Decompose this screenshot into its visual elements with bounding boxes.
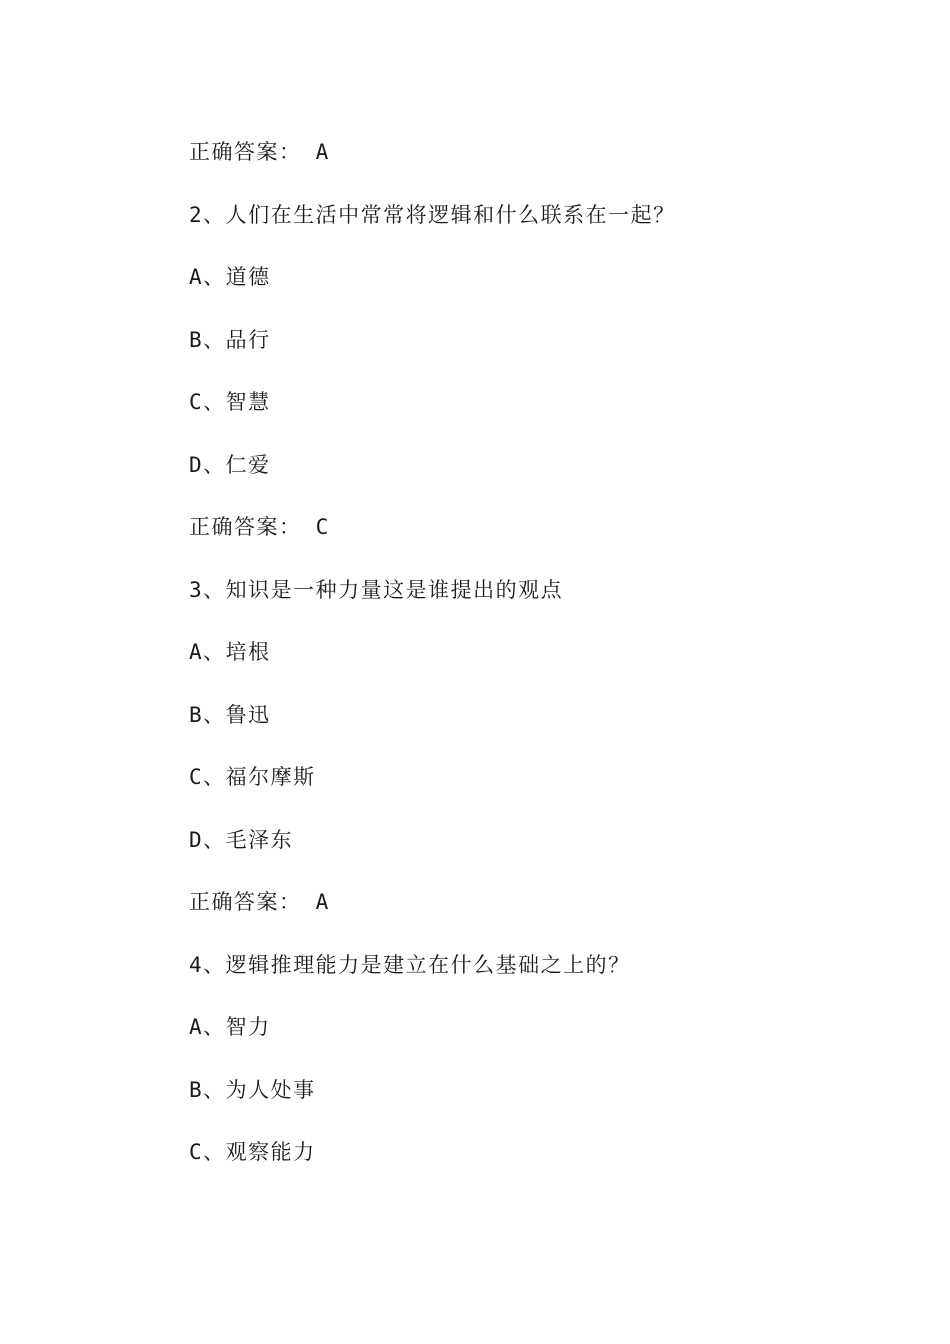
question-3: 3、知识是一种力量这是谁提出的观点: [189, 577, 564, 602]
option-q3-b: B、鲁迅: [189, 702, 271, 727]
question-4: 4、逻辑推理能力是建立在什么基础之上的？: [189, 952, 631, 977]
option-q4-c: C、观察能力: [189, 1140, 316, 1164]
question-2: 2、人们在生活中常常将逻辑和什么联系在一起？: [189, 202, 676, 227]
option-q2-a: A、道德: [189, 265, 271, 289]
answer-line-q3: 正确答案： A: [189, 890, 330, 914]
option-q3-c: C、福尔摩斯: [189, 765, 316, 789]
option-q2-d: D、仁爱: [189, 452, 271, 477]
option-q3-a: A、培根: [189, 640, 271, 664]
option-q3-d: D、毛泽东: [189, 827, 294, 852]
answer-line-q1: 正确答案： A: [189, 140, 330, 164]
option-q2-b: B、品行: [189, 327, 271, 352]
option-q4-b: B、为人处事: [189, 1077, 316, 1102]
answer-line-q2: 正确答案： C: [189, 515, 330, 539]
option-q4-a: A、智力: [189, 1015, 271, 1039]
document-body: [189, 134, 909, 1197]
option-q2-c: C、智慧: [189, 390, 271, 414]
